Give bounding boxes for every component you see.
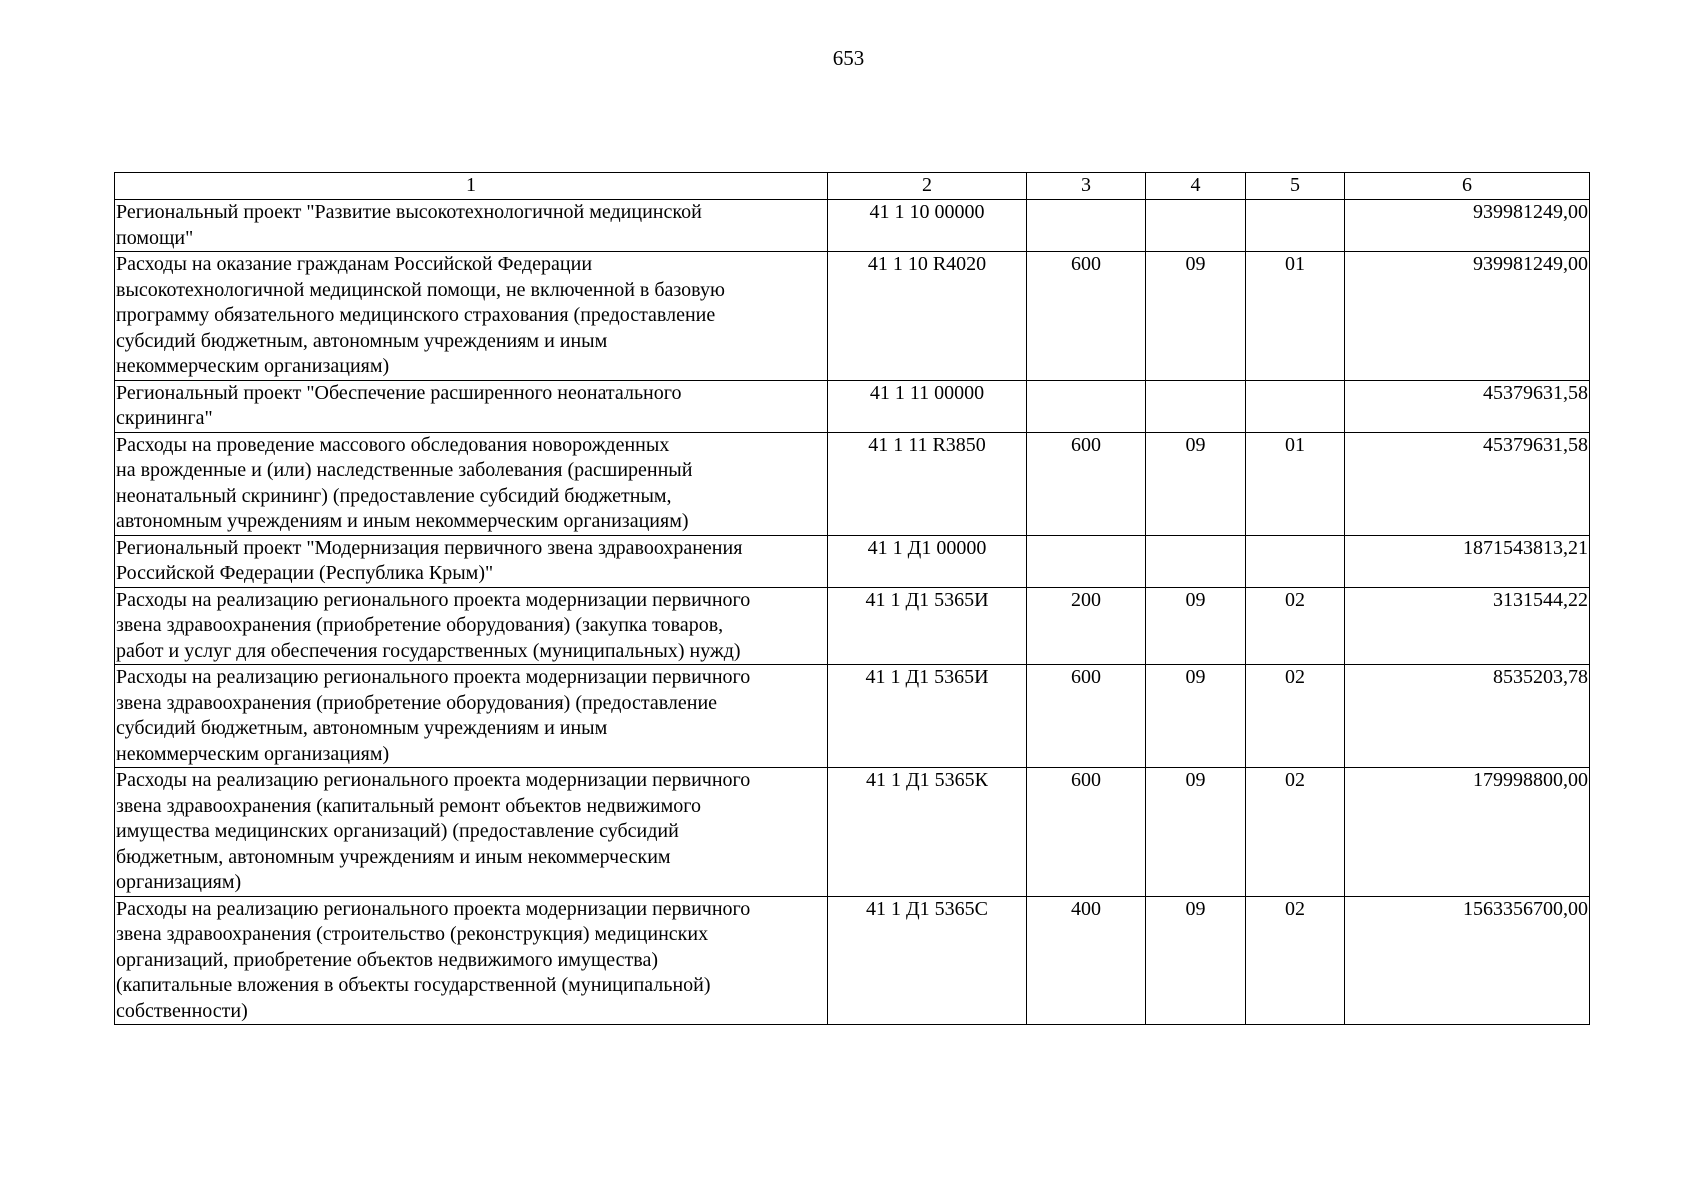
row-section-cell: 09 — [1146, 252, 1246, 381]
table-row — [115, 200, 1590, 252]
row-amount-cell: 939981249,00 — [1345, 252, 1590, 381]
row-name-cell: Расходы на реализацию регионального проекта модернизации первичного звена здравоохранения (строительство (реконструкция) медицинских организаций, приобретение объектов недвижимого имущества) (капитальные вложения в объекты государственной (муниципальной) собственности) — [115, 896, 828, 1025]
row-code-cell: 41 1 Д1 5365И — [828, 665, 1027, 768]
table-row — [115, 587, 1590, 665]
row-subsection-cell: 02 — [1246, 896, 1345, 1025]
row-code-cell: 41 1 10 00000 — [828, 200, 1027, 252]
column-header-amount: 6 — [1345, 173, 1590, 200]
table-row — [115, 535, 1590, 587]
row-expense-type-cell — [1027, 380, 1146, 432]
row-amount-cell: 45379631,58 — [1345, 432, 1590, 535]
row-subsection-cell — [1246, 200, 1345, 252]
table-body — [115, 200, 1590, 1025]
row-name-cell: Региональный проект "Обеспечение расширенного неонатального скрининга" — [115, 380, 828, 432]
row-amount-cell: 8535203,78 — [1345, 665, 1590, 768]
table-header — [115, 173, 1590, 200]
row-code-cell: 41 1 10 R4020 — [828, 252, 1027, 381]
table-row — [115, 432, 1590, 535]
row-code-cell: 41 1 11 00000 — [828, 380, 1027, 432]
column-header-name: 1 — [115, 173, 828, 200]
column-header-subsection: 5 — [1246, 173, 1345, 200]
row-expense-type-cell: 200 — [1027, 587, 1146, 665]
row-name-cell: Расходы на оказание гражданам Российской Федерации высокотехнологичной медицинской помощи, не включенной в базовую программу обязательного медицинского страхования (предоставление субсидий бюджетным, автономным учреждениям и иным некоммерческим организациям) — [115, 252, 828, 381]
header-row — [115, 173, 1590, 200]
row-expense-type-cell — [1027, 200, 1146, 252]
row-amount-cell: 1563356700,00 — [1345, 896, 1590, 1025]
row-name-cell: Расходы на проведение массового обследования новорожденных на врожденные и (или) наследственные заболевания (расширенный неонатальный скрининг) (предоставление субсидий бюджетным, автономным учреждениям и иным некоммерческим организациям) — [115, 432, 828, 535]
budget-table — [114, 172, 1590, 1025]
row-amount-cell: 1871543813,21 — [1345, 535, 1590, 587]
row-section-cell — [1146, 200, 1246, 252]
page-number: 653 — [832, 46, 865, 70]
row-code-cell: 41 1 Д1 5365И — [828, 587, 1027, 665]
row-section-cell: 09 — [1146, 665, 1246, 768]
column-header-expense-type: 3 — [1027, 173, 1146, 200]
row-subsection-cell: 02 — [1246, 768, 1345, 897]
row-section-cell — [1146, 380, 1246, 432]
row-name-cell: Расходы на реализацию регионального проекта модернизации первичного звена здравоохранения (приобретение оборудования) (предоставление субсидий бюджетным, автономным учреждениям и иным некоммерческим организациям) — [115, 665, 828, 768]
row-name-cell: Расходы на реализацию регионального проекта модернизации первичного звена здравоохранения (капитальный ремонт объектов недвижимого имущества медицинских организаций) (предоставление субсидий бюджетным, автономным учреждениям и иным некоммерческим организациям) — [115, 768, 828, 897]
row-section-cell: 09 — [1146, 768, 1246, 897]
table-row — [115, 768, 1590, 897]
row-expense-type-cell: 600 — [1027, 768, 1146, 897]
row-amount-cell: 179998800,00 — [1345, 768, 1590, 897]
row-code-cell: 41 1 11 R3850 — [828, 432, 1027, 535]
row-subsection-cell: 01 — [1246, 432, 1345, 535]
row-code-cell: 41 1 Д1 00000 — [828, 535, 1027, 587]
row-section-cell: 09 — [1146, 587, 1246, 665]
row-code-cell: 41 1 Д1 5365К — [828, 768, 1027, 897]
row-name-cell: Расходы на реализацию регионального проекта модернизации первичного звена здравоохранения (приобретение оборудования) (закупка товаров, работ и услуг для обеспечения государственных (муниципальных) нужд) — [115, 587, 828, 665]
row-section-cell — [1146, 535, 1246, 587]
table-row — [115, 896, 1590, 1025]
row-subsection-cell — [1246, 535, 1345, 587]
table-row — [115, 665, 1590, 768]
row-subsection-cell: 02 — [1246, 665, 1345, 768]
row-expense-type-cell: 600 — [1027, 432, 1146, 535]
row-expense-type-cell: 600 — [1027, 252, 1146, 381]
row-amount-cell: 3131544,22 — [1345, 587, 1590, 665]
row-expense-type-cell — [1027, 535, 1146, 587]
row-subsection-cell — [1246, 380, 1345, 432]
table-row — [115, 252, 1590, 381]
row-section-cell: 09 — [1146, 432, 1246, 535]
row-expense-type-cell: 400 — [1027, 896, 1146, 1025]
column-header-code: 2 — [828, 173, 1027, 200]
row-subsection-cell: 01 — [1246, 252, 1345, 381]
row-amount-cell: 939981249,00 — [1345, 200, 1590, 252]
column-header-section: 4 — [1146, 173, 1246, 200]
row-expense-type-cell: 600 — [1027, 665, 1146, 768]
row-code-cell: 41 1 Д1 5365С — [828, 896, 1027, 1025]
row-name-cell: Региональный проект "Модернизация первичного звена здравоохранения Российской Федерации (Республика Крым)" — [115, 535, 828, 587]
row-name-cell: Региональный проект "Развитие высокотехнологичной медицинской помощи" — [115, 200, 828, 252]
row-subsection-cell: 02 — [1246, 587, 1345, 665]
table-row — [115, 380, 1590, 432]
row-section-cell: 09 — [1146, 896, 1246, 1025]
row-amount-cell: 45379631,58 — [1345, 380, 1590, 432]
